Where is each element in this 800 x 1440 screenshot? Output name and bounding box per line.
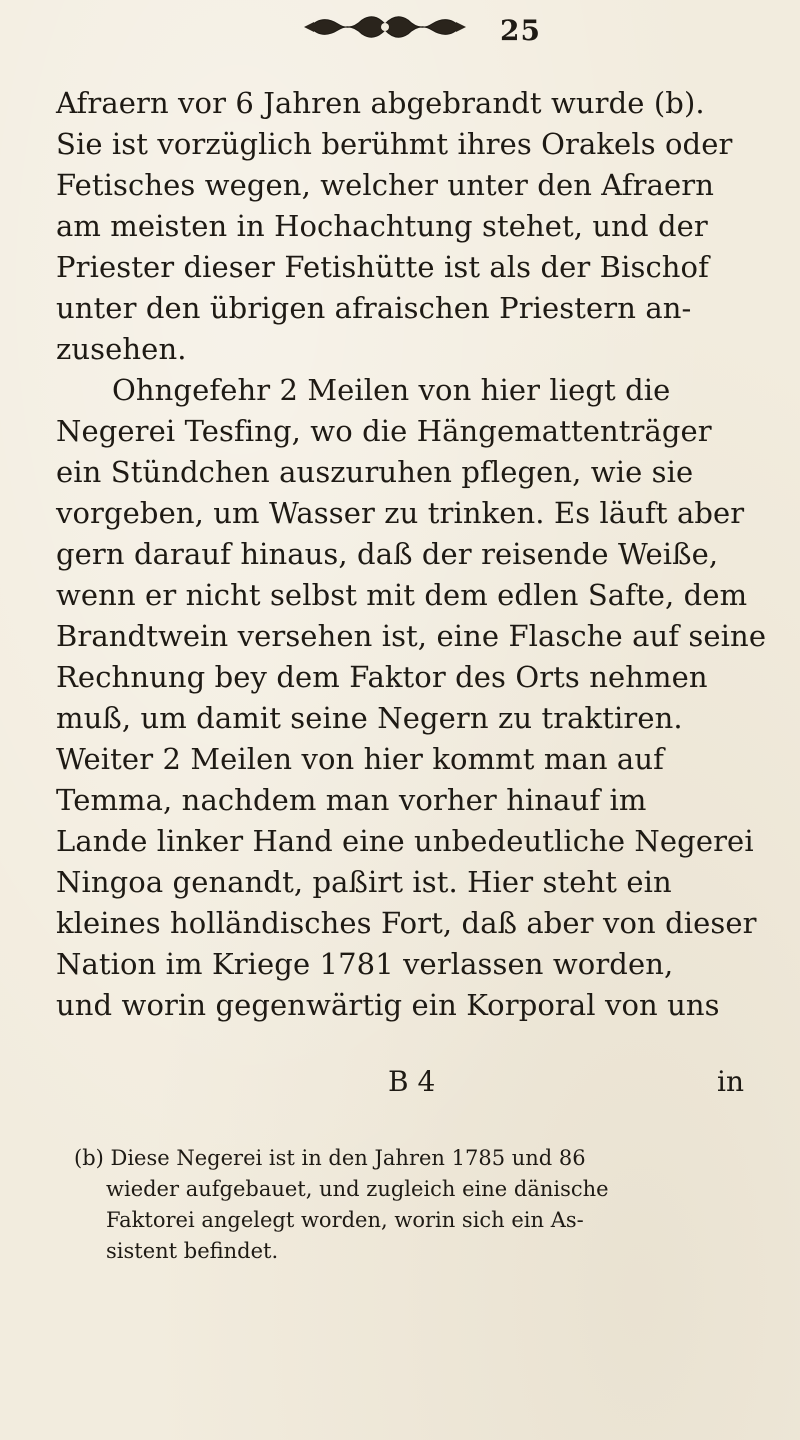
text-line: Ohngefehr 2 Meilen von hier liegt die (112, 373, 671, 407)
text-line: Priester dieser Fetishütte ist als der Bischof (56, 250, 709, 284)
text-line: gern darauf hinaus, daß der reisende Weiße, (56, 537, 719, 571)
body-text (56, 83, 786, 1026)
text-line: Nation im Kriege 1781 verlassen worden, (56, 947, 674, 981)
text-line: Sie ist vorzüglich berühmt ihres Orakels oder (56, 127, 733, 161)
footnote-line: (b) Diese Negerei ist in den Jahren 1785 und 86 (74, 1146, 586, 1170)
page-number: 25 (500, 14, 541, 47)
text-line: vorgeben, um Wasser zu trinken. Es läuft aber (56, 496, 745, 530)
text-line: Afraern vor 6 Jahren abgebrandt wurde (b). (56, 86, 705, 120)
text-line: Rechnung bey dem Faktor des Orts nehmen (56, 660, 708, 694)
page-footer (0, 1060, 800, 1104)
text-line: Fetisches wegen, welcher unter den Afraern (56, 168, 715, 202)
text-line: Lande linker Hand eine unbedeutliche Negerei (56, 824, 754, 858)
text-line: kleines holländisches Fort, daß aber von dieser (56, 906, 757, 940)
footnote-line: wieder aufgebauet, und zugleich eine dänische (106, 1177, 609, 1201)
text-line: Temma, nachdem man vorher hinauf im (56, 783, 647, 817)
text-line: ein Stündchen auszuruhen pflegen, wie sie (56, 455, 694, 489)
catchword: in (717, 1065, 744, 1098)
text-line: am meisten in Hochachtung stehet, und der (56, 209, 708, 243)
text-line: Ningoa genandt, paßirt ist. Hier steht ein (56, 865, 672, 899)
text-line: Negerei Tesfing, wo die Hängemattenträger (56, 414, 712, 448)
text-line: unter den übrigen afraischen Priestern an- (56, 291, 692, 325)
signature-mark: B 4 (388, 1065, 436, 1098)
footnote-line: sistent befindet. (106, 1239, 279, 1263)
ornament-icon (300, 10, 470, 44)
text-line: und worin gegenwärtig ein Korporal von uns (56, 988, 720, 1022)
text-line: Brandtwein versehen ist, eine Flasche auf seine (56, 619, 767, 653)
text-line: zusehen. (56, 332, 187, 366)
footnote-line: Faktorei angelegt worden, worin sich ein As- (106, 1208, 584, 1232)
text-line: Weiter 2 Meilen von hier kommt man auf (56, 742, 664, 776)
footnote (74, 1143, 774, 1267)
text-line: muß, um damit seine Negern zu traktiren. (56, 701, 683, 735)
text-line: wenn er nicht selbst mit dem edlen Safte, dem (56, 578, 748, 612)
